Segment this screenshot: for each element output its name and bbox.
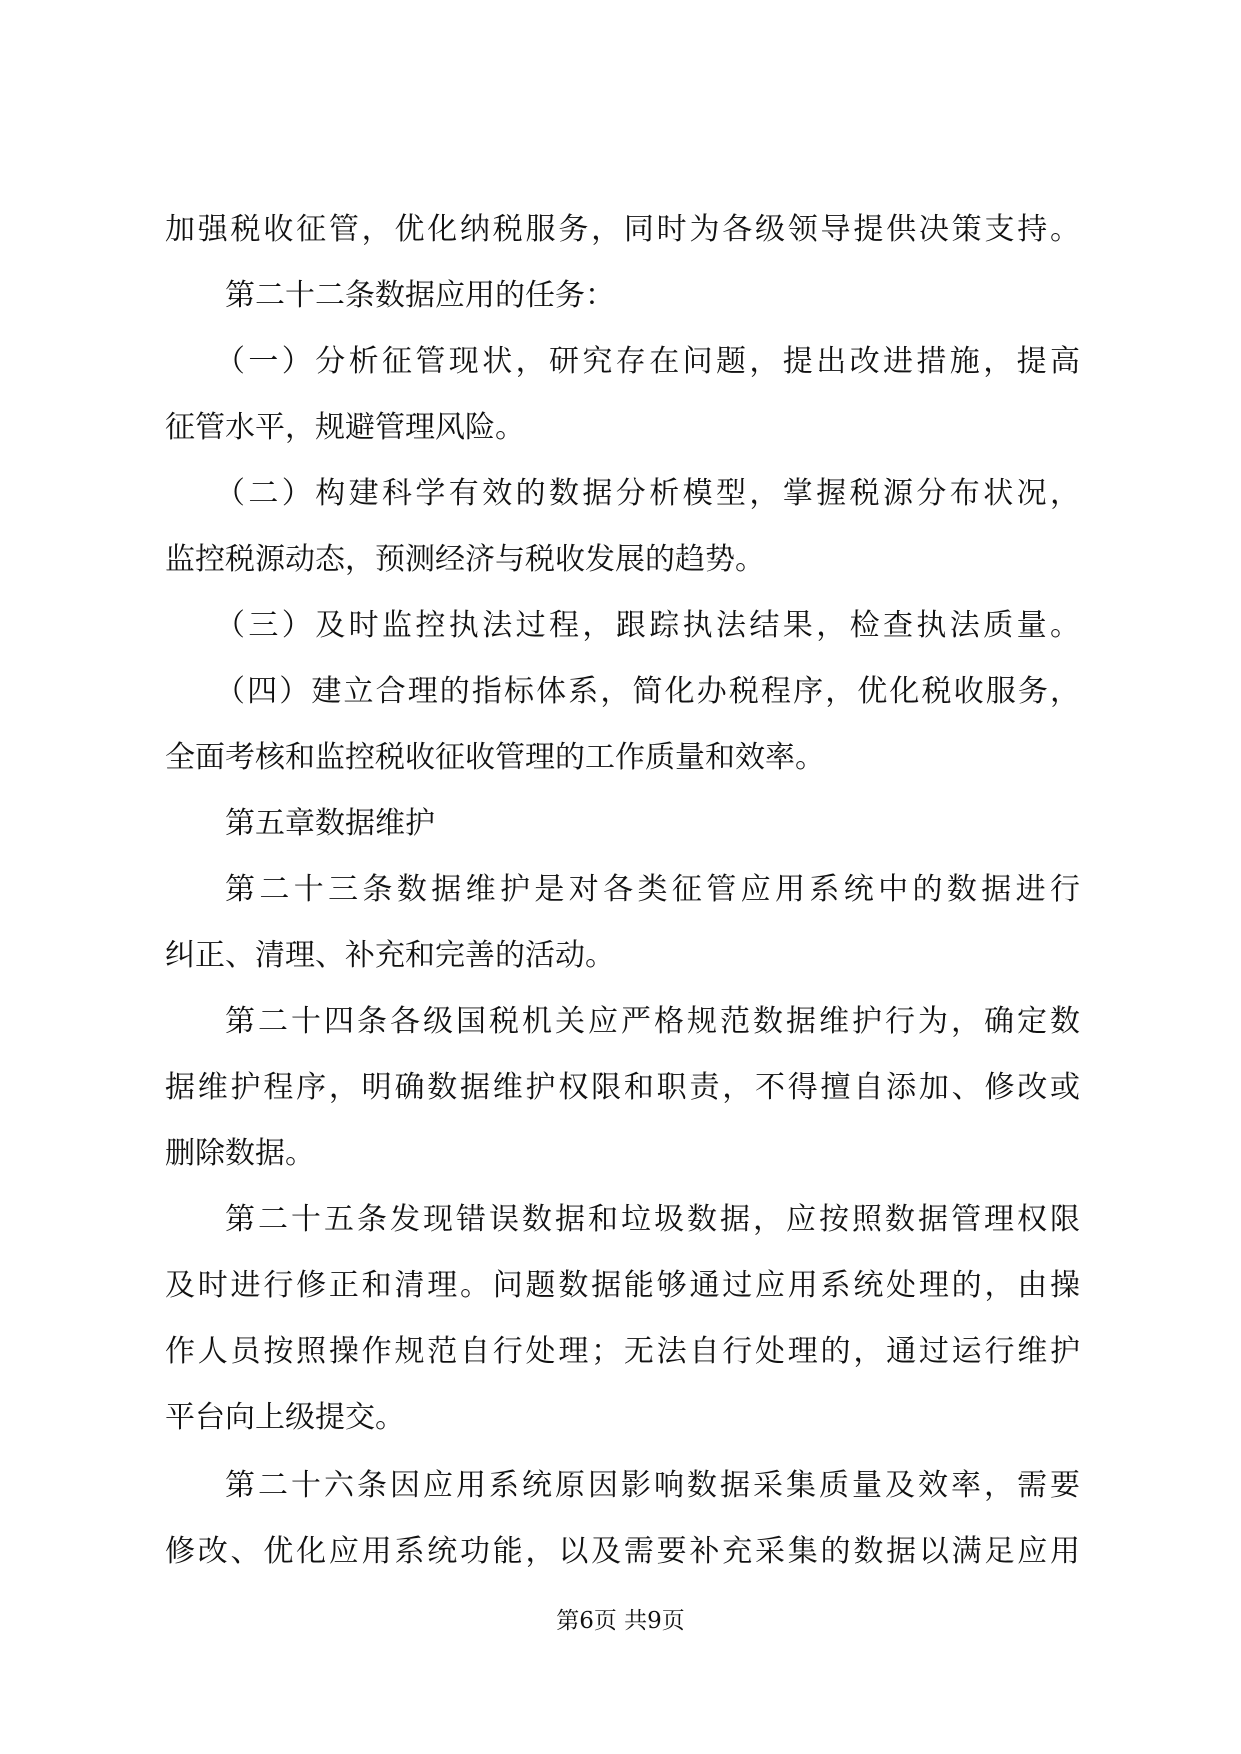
text-line: 第二十五条发现错误数据和垃圾数据，应按照数据管理权限 — [225, 1202, 1080, 1237]
text-line: 修改、优化应用系统功能，以及需要补充采集的数据以满足应用 — [165, 1534, 1080, 1569]
text-line: 及时进行修正和清理。问题数据能够通过应用系统处理的，由操 — [165, 1268, 1080, 1303]
chapter-heading: 第五章数据维护 — [225, 806, 435, 841]
text-line: 删除数据。 — [165, 1136, 315, 1171]
text-line: 第二十二条数据应用的任务： — [225, 278, 615, 313]
text-line: 第二十六条因应用系统原因影响数据采集质量及效率，需要 — [225, 1468, 1080, 1503]
page-footer: 第6页 共9页 — [556, 1608, 685, 1634]
text-line: 全面考核和监控税收征收管理的工作质量和效率。 — [165, 740, 825, 775]
text-line: （二）构建科学有效的数据分析模型，掌握税源分布状况， — [215, 476, 1080, 511]
text-line: 作人员按照操作规范自行处理；无法自行处理的，通过运行维护 — [165, 1334, 1080, 1369]
text-line: （四）建立合理的指标体系，简化办税程序，优化税收服务， — [215, 674, 1080, 709]
text-line: （三）及时监控执法过程，跟踪执法结果，检查执法质量。 — [215, 608, 1080, 643]
text-line: 监控税源动态，预测经济与税收发展的趋势。 — [165, 542, 765, 577]
text-line: （一）分析征管现状，研究存在问题，提出改进措施，提高 — [215, 344, 1080, 379]
text-line: 第二十三条数据维护是对各类征管应用系统中的数据进行 — [225, 872, 1080, 907]
text-line: 平台向上级提交。 — [165, 1400, 405, 1435]
text-line: 征管水平，规避管理风险。 — [165, 410, 525, 445]
text-line: 第二十四条各级国税机关应严格规范数据维护行为，确定数 — [225, 1004, 1080, 1039]
text-line: 纠正、清理、补充和完善的活动。 — [165, 938, 615, 973]
text-line: 加强税收征管，优化纳税服务，同时为各级领导提供决策支持。 — [165, 212, 1080, 247]
text-line: 据维护程序，明确数据维护权限和职责，不得擅自添加、修改或 — [165, 1070, 1080, 1105]
